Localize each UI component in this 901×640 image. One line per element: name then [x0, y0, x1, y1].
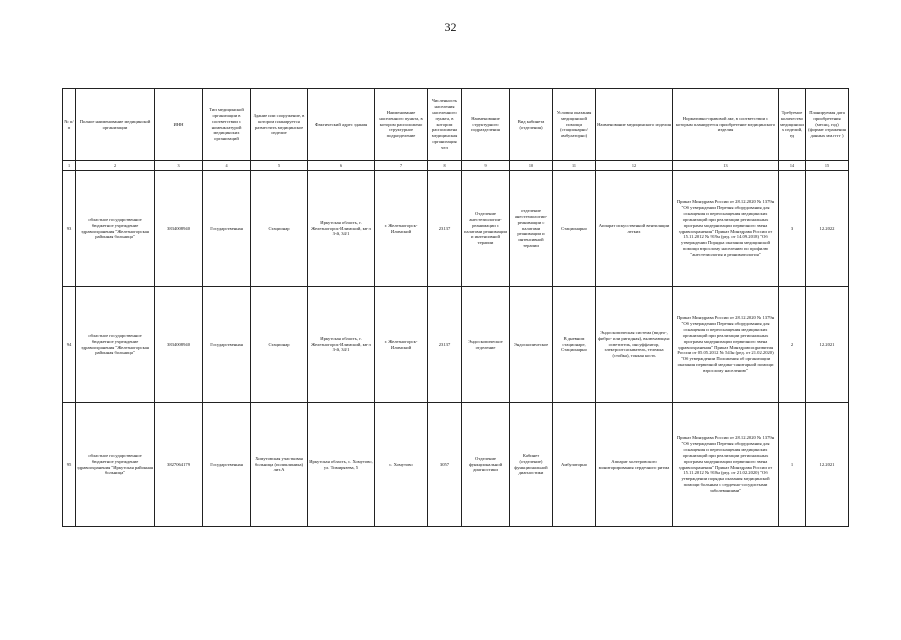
address-cell: Иркутская область, с. Хомутово, ул. Тимирязева, 5: [308, 403, 375, 527]
organization-name: областное государственное бюджетное учреждение здравоохранения "Железногорская районная больница": [76, 287, 155, 403]
address-cell: Иркутская область, г. Железногорск-Илимский, кв-л 3-й, 34/1: [308, 171, 375, 287]
column-number: 1: [63, 161, 76, 171]
header-cell: № п/п: [63, 89, 76, 161]
legal-act-cell: Приказ Минздрава России от 28.12.2020 № 1379н "Об утверждении Перечня оборудования для оснащения и переоснащения медицинских организаций при реализации региональных программ модернизации первичного звена здравоохранения" Приказ Минздрава России от 15.11.2012 № 919н (ред. от 14.09.2018) "Об утверждении Порядка оказания медицинской помощи взрослому населению по профилю "анестезиология и реаниматология": [673, 171, 779, 287]
column-number: 11: [553, 161, 596, 171]
header-cell: Вид кабинета (отделения): [510, 89, 553, 161]
inn-cell: 3827064179: [155, 403, 203, 527]
date-cell: 12.2021: [806, 287, 849, 403]
column-number: 15: [806, 161, 849, 171]
device-cell: Эндоскопическая система (видео-, фибро- или ригидная), включающая: осветитель, инсуффлятор, электроотсасыватель, тележка (стойка), тонкая кость: [596, 287, 673, 403]
building-cell: Хомутовская участковая больница (поликлиника) лит.А: [251, 403, 308, 527]
population-cell: 23137: [428, 171, 462, 287]
column-number: 3: [155, 161, 203, 171]
settlement-cell: г. Железногорск-Илимский: [375, 287, 428, 403]
cabinet-cell: Кабинет (отделение) функциональной диагностики: [510, 403, 553, 527]
row-number: 93: [63, 171, 76, 287]
population-cell: 23137: [428, 287, 462, 403]
quantity-cell: 1: [779, 403, 806, 527]
quantity-cell: 3: [779, 171, 806, 287]
row-number: 95: [63, 403, 76, 527]
row-number: 94: [63, 287, 76, 403]
division-cell: Отделение функциональной диагностики: [462, 403, 510, 527]
cabinet-cell: отделение анестезиологии-реанимации с палатами реанимации и интенсивной терапии: [510, 171, 553, 287]
population-cell: 3057: [428, 403, 462, 527]
device-cell: Аппарат искусственной вентиляции легких: [596, 171, 673, 287]
settlement-cell: г. Железногорск-Илимский: [375, 171, 428, 287]
header-cell: Полное наименование медицинской организации: [76, 89, 155, 161]
organization-name: областное государственное бюджетное учреждение здравоохранения "Железногорская районная больница": [76, 171, 155, 287]
division-cell: Отделение анестезиологии-реанимации с палатами реанимации и интенсивной терапии: [462, 171, 510, 287]
organization-name: областное государственное бюджетное учреждение здравоохранения "Иркутская районная больница": [76, 403, 155, 527]
settlement-cell: с. Хомутово: [375, 403, 428, 527]
header-cell: Численность населения населенного пункта, в котором расположена медицинская организация чел: [428, 89, 462, 161]
legal-act-cell: Приказ Минздрава России от 28.12.2020 № 1379н "Об утверждении Перечня оборудования для оснащения и переоснащения медицинских организаций при реализации региональных программ модернизации первичного звена здравоохранения" Приказ Минздравсоцразвития России от 05.05.2012 № 543н (ред. от 21.02.2020) "Об утверждении Положения об организации оказания первичной медико-санитарной помощи взрослому населению": [673, 287, 779, 403]
quantity-cell: 2: [779, 287, 806, 403]
header-cell: Здание или сооружение, в котором планируется разместить медицинское изделие: [251, 89, 308, 161]
header-cell: Тип медицинской организации в соответствии с номенклатурой медицинских организаций: [203, 89, 251, 161]
column-number: 2: [76, 161, 155, 171]
legal-act-cell: Приказ Минздрава России от 28.12.2020 № 1379н "Об утверждении Перечня оборудования для оснащения и переоснащения медицинских организаций при реализации региональных программ модернизации первичного звена здравоохранения" Приказ Минздрава России от 15.11.2012 № 918н (ред. от 21.02.2020) "Об утверждении порядка оказания медицинской помощи больным с сердечно-сосудистыми заболеваниями": [673, 403, 779, 527]
header-cell: Фактический адрес здания: [308, 89, 375, 161]
inn-cell: 3834008940: [155, 171, 203, 287]
org-type-cell: Государственная: [203, 171, 251, 287]
header-cell: Наименование медицинского изделия: [596, 89, 673, 161]
column-number: 10: [510, 161, 553, 171]
page-number: 32: [444, 20, 457, 34]
column-number: 6: [308, 161, 375, 171]
cabinet-cell: Эндоскопическое: [510, 287, 553, 403]
column-number: 4: [203, 161, 251, 171]
header-cell: Наименование структурного подразделения: [462, 89, 510, 161]
column-number: 5: [251, 161, 308, 171]
header-cell: Наименование населенного пункта, в котором расположено структурное подразделение: [375, 89, 428, 161]
column-number: 7: [375, 161, 428, 171]
device-cell: Аппарат холтеровского мониторирования сердечного ритма: [596, 403, 673, 527]
org-type-cell: Государственная: [203, 287, 251, 403]
equipment-table: [62, 88, 849, 527]
header-cell: Нормативно-правовой акт, в соответствии с которым планируется приобретение медицинского изделия: [673, 89, 779, 161]
column-number: 12: [596, 161, 673, 171]
conditions-cell: В дневном стационаре, Стационарно: [553, 287, 596, 403]
table-row: [63, 171, 849, 287]
table-header-row: [63, 89, 849, 161]
date-cell: 12.2021: [806, 403, 849, 527]
table-row: [63, 287, 849, 403]
conditions-cell: Стационарно: [553, 171, 596, 287]
column-number: 9: [462, 161, 510, 171]
column-number: 14: [779, 161, 806, 171]
column-number-row: [63, 161, 849, 171]
column-number: 13: [673, 161, 779, 171]
inn-cell: 3834008940: [155, 287, 203, 403]
column-number: 8: [428, 161, 462, 171]
header-cell: ИНН: [155, 89, 203, 161]
org-type-cell: Государственная: [203, 403, 251, 527]
date-cell: 12.2022: [806, 171, 849, 287]
address-cell: Иркутская область, г. Железногорск-Илимский, кв-л 3-й, 34/1: [308, 287, 375, 403]
division-cell: Эндоскопическое отделение: [462, 287, 510, 403]
conditions-cell: Амбулаторно: [553, 403, 596, 527]
building-cell: Стационар: [251, 287, 308, 403]
header-cell: Требуемое количество медицинских изделий, ед: [779, 89, 806, 161]
header-cell: Условия оказания медицинской помощи (стационарно/амбулаторно): [553, 89, 596, 161]
table-row: [63, 403, 849, 527]
header-cell: Планируемая дата приобретения (месяц, год) (формат отражения данных мм.гггг ): [806, 89, 849, 161]
building-cell: Стационар: [251, 171, 308, 287]
